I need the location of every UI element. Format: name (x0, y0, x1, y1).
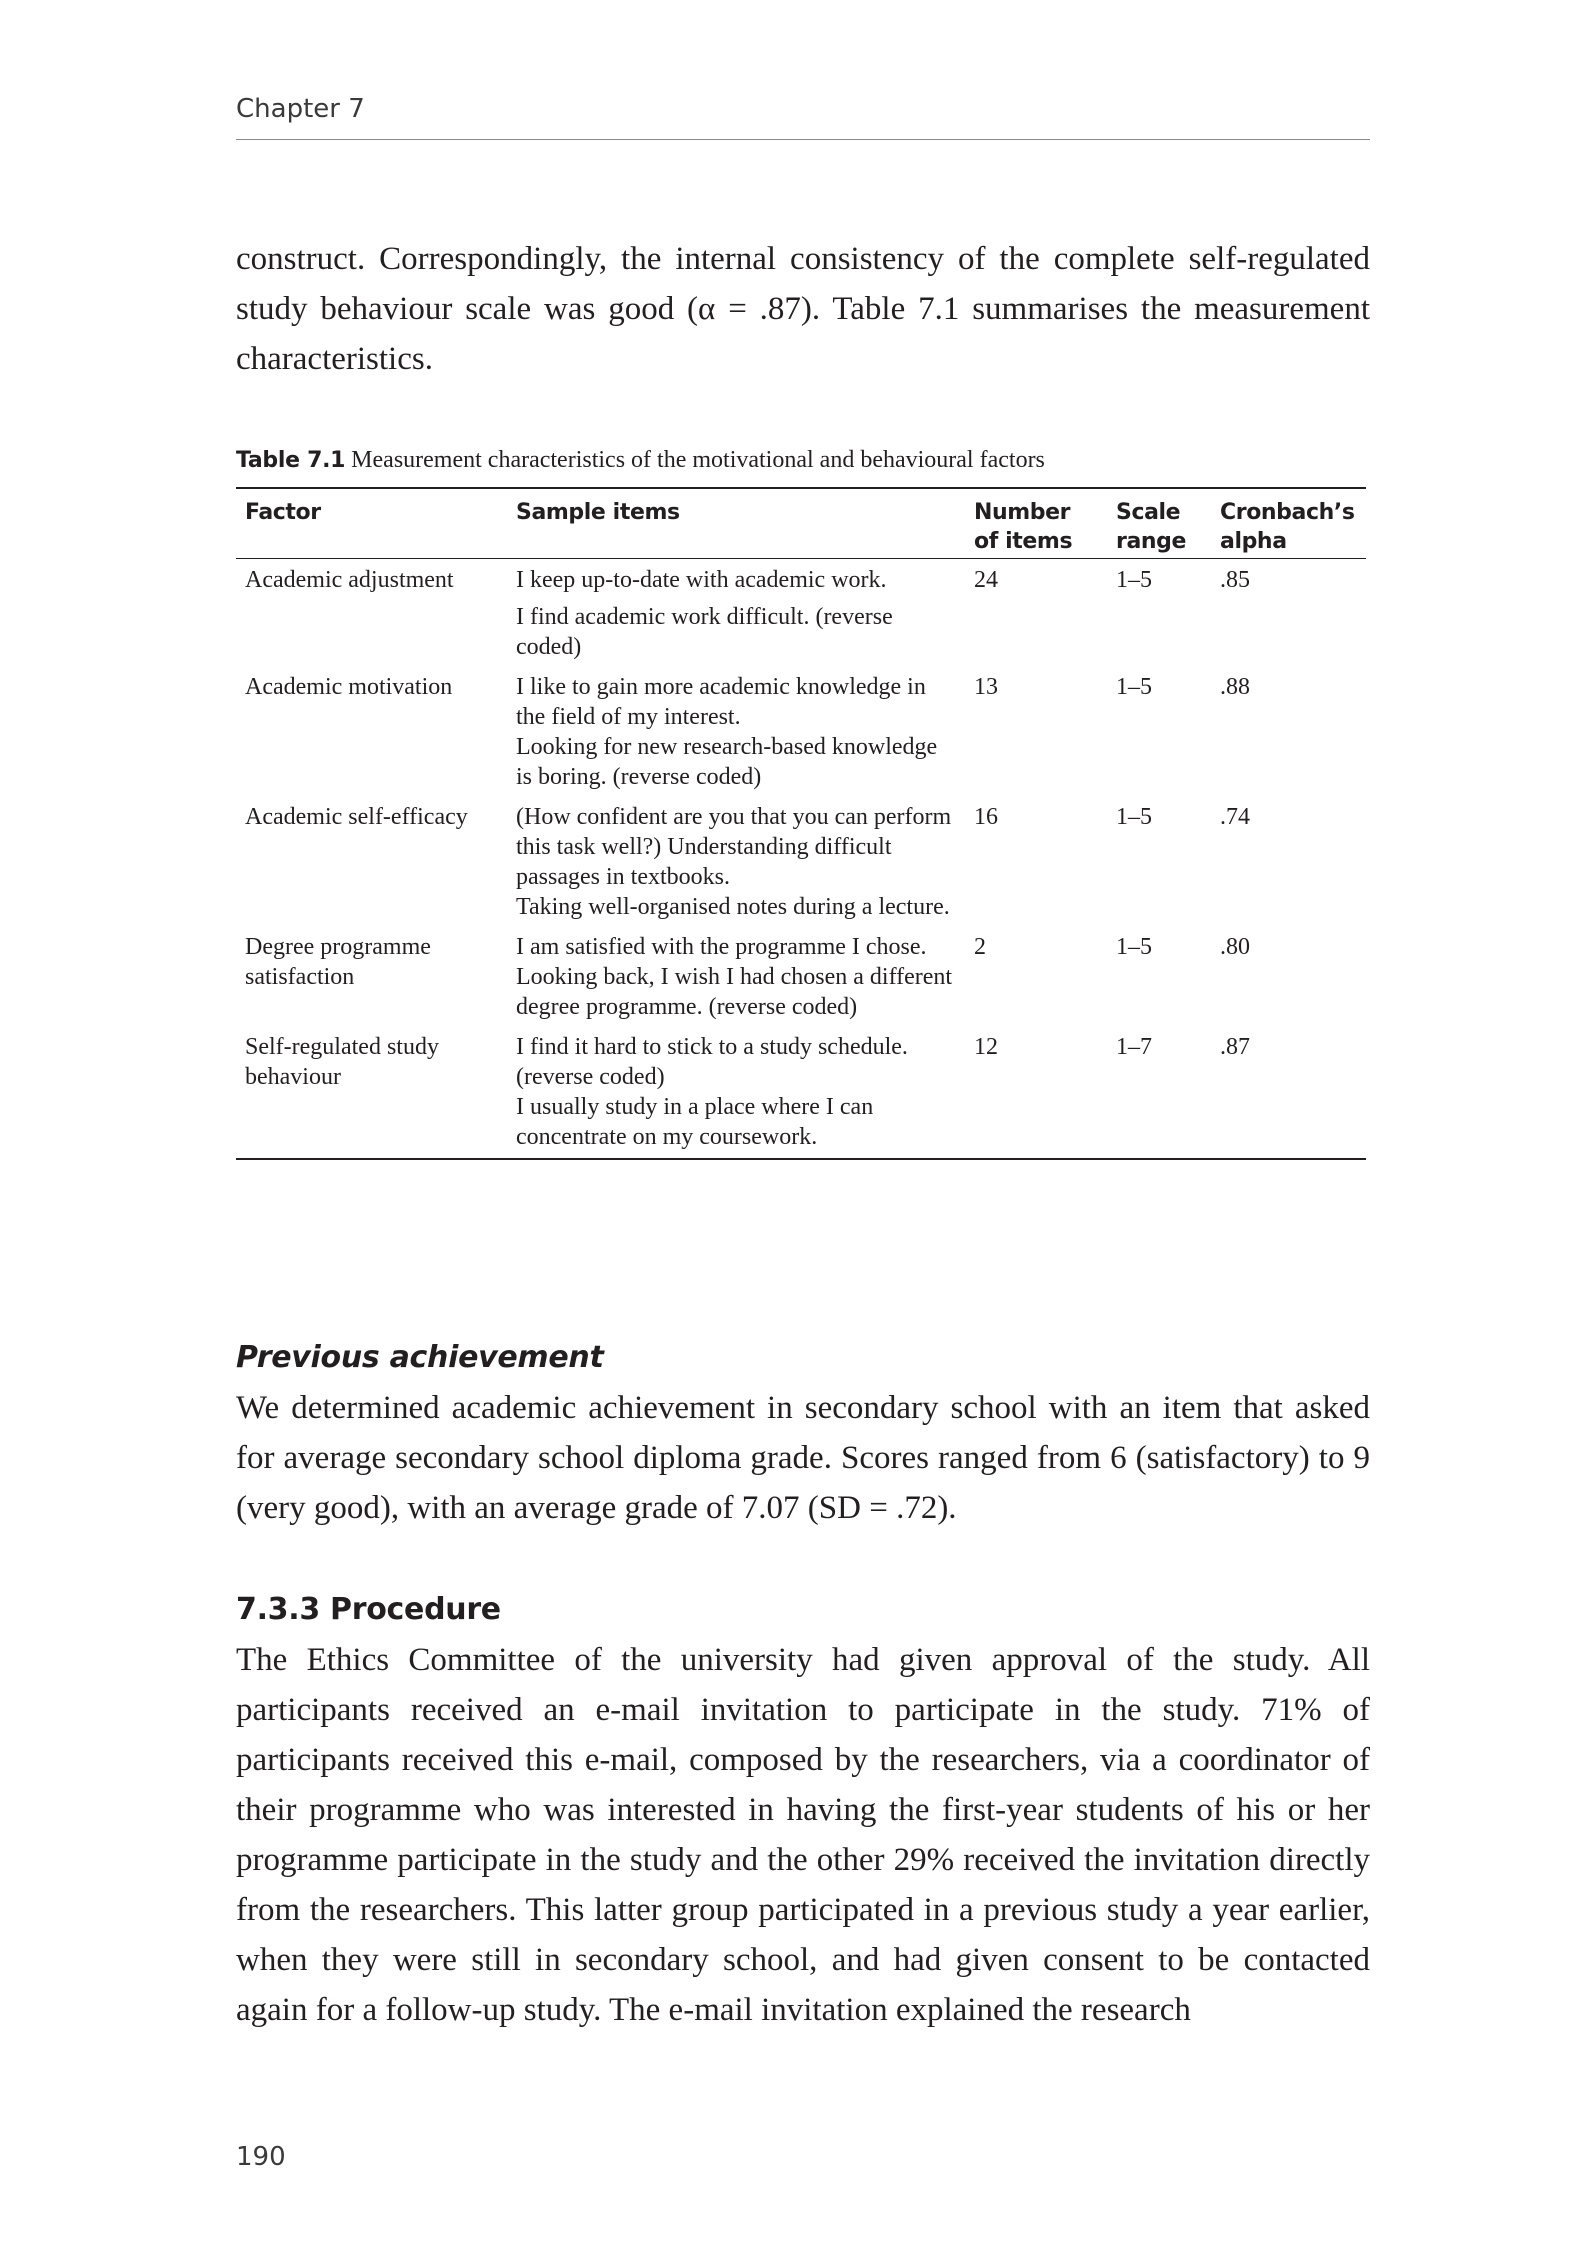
procedure-paragraph: The Ethics Committee of the university had given approval of the study. All participants received an e-mail invitation to participate in the study. 71% of participants received this e-mail, composed by the researchers, via a coordinator of their programme who was interested in having the first-year students of his or her programme participate in the study and the other 29% received the invitation directly from the researchers. This latter group participated in a previous study a year earlier, when they were still in secondary school, and had given consent to be contacted again for a follow-up study. The e-mail invitation explained the research (236, 1642, 1370, 2028)
sample-item: (How confident are you that you can perform this task well?) Understanding difficult passages in textbooks. (516, 804, 952, 890)
alpha-cell: .87 (1220, 1034, 1250, 1060)
table-row (236, 1028, 1366, 1159)
sample-item: I usually study in a place where I can concentrate on my coursework. (516, 1094, 874, 1150)
table-row (236, 798, 1366, 928)
sample-item: Looking for new research-based knowledge is boring. (reverse coded) (516, 734, 938, 790)
table-row (236, 668, 1366, 798)
table-caption-label: Table 7.1 (236, 448, 346, 473)
alpha-cell: .74 (1220, 804, 1250, 830)
previous-achievement-paragraph: We determined academic achievement in secondary school with an item that asked for average secondary school diploma grade. Scores ranged from 6 (satisfactory) to 9 (very good), with an average grade of 7.07 (SD = .72). (236, 1390, 1370, 1526)
alpha-cell: .80 (1220, 934, 1250, 960)
scale-range-cell: 1–7 (1116, 1034, 1152, 1060)
number-of-items-cell: 16 (974, 804, 998, 830)
column-header-cronbach-alpha: Cronbach’s alpha (1211, 488, 1366, 559)
table-row (236, 559, 1366, 669)
sample-items-cell (507, 928, 965, 1028)
sample-items-cell (507, 1028, 965, 1159)
measurement-table (236, 487, 1366, 1160)
scale-range-cell: 1–5 (1116, 934, 1152, 960)
table-header-row (236, 488, 1366, 559)
column-header-sample-items: Sample items (507, 488, 965, 559)
sample-items-cell (507, 668, 965, 798)
number-of-items-cell: 13 (974, 674, 998, 700)
factor-cell: Academic motivation (245, 674, 453, 700)
column-header-factor: Factor (236, 488, 507, 559)
number-of-items-cell: 24 (974, 567, 998, 593)
column-header-number-of-items: Number of items (965, 488, 1107, 559)
scale-range-cell: 1–5 (1116, 804, 1152, 830)
table-caption-text: Measurement characteristics of the motivational and behavioural factors (351, 447, 1045, 473)
chapter-label: Chapter 7 (236, 94, 365, 124)
scale-range-cell: 1–5 (1116, 674, 1152, 700)
page-number: 190 (236, 2142, 286, 2172)
scale-range-cell: 1–5 (1116, 567, 1152, 593)
table-caption (236, 447, 1045, 474)
number-of-items-cell: 2 (974, 934, 986, 960)
factor-cell: Academic self-efficacy (245, 804, 468, 830)
table-row (236, 928, 1366, 1028)
alpha-cell: .88 (1220, 674, 1250, 700)
sample-items-cell (507, 798, 965, 928)
previous-achievement-heading: Previous achievement (236, 1340, 604, 1375)
procedure-heading: 7.3.3 Procedure (236, 1592, 501, 1627)
factor-cell: Self-regulated study behaviour (245, 1034, 439, 1090)
sample-item: Looking back, I wish I had chosen a different degree programme. (reverse coded) (516, 964, 953, 1020)
sample-item: I find academic work difficult. (reverse coded) (516, 604, 893, 660)
factor-cell: Degree programme satisfaction (245, 934, 431, 990)
sample-items-cell (507, 559, 965, 669)
number-of-items-cell: 12 (974, 1034, 998, 1060)
sample-item: I find it hard to stick to a study schedule. (reverse coded) (516, 1034, 908, 1090)
sample-item: I like to gain more academic knowledge in the field of my interest. (516, 674, 926, 730)
sample-item: I am satisfied with the programme I chose. (516, 934, 927, 960)
running-header (236, 92, 1370, 140)
alpha-cell: .85 (1220, 567, 1250, 593)
sample-item: I keep up-to-date with academic work. (516, 567, 887, 593)
sample-item: Taking well-organised notes during a lecture. (516, 894, 950, 920)
column-header-scale-range: Scale range (1107, 488, 1211, 559)
intro-paragraph: construct. Correspondingly, the internal consistency of the complete self-regulated study behaviour scale was good (α = .87). Table 7.1 summarises the measurement characteristics. (236, 241, 1370, 377)
factor-cell: Academic adjustment (245, 567, 454, 593)
